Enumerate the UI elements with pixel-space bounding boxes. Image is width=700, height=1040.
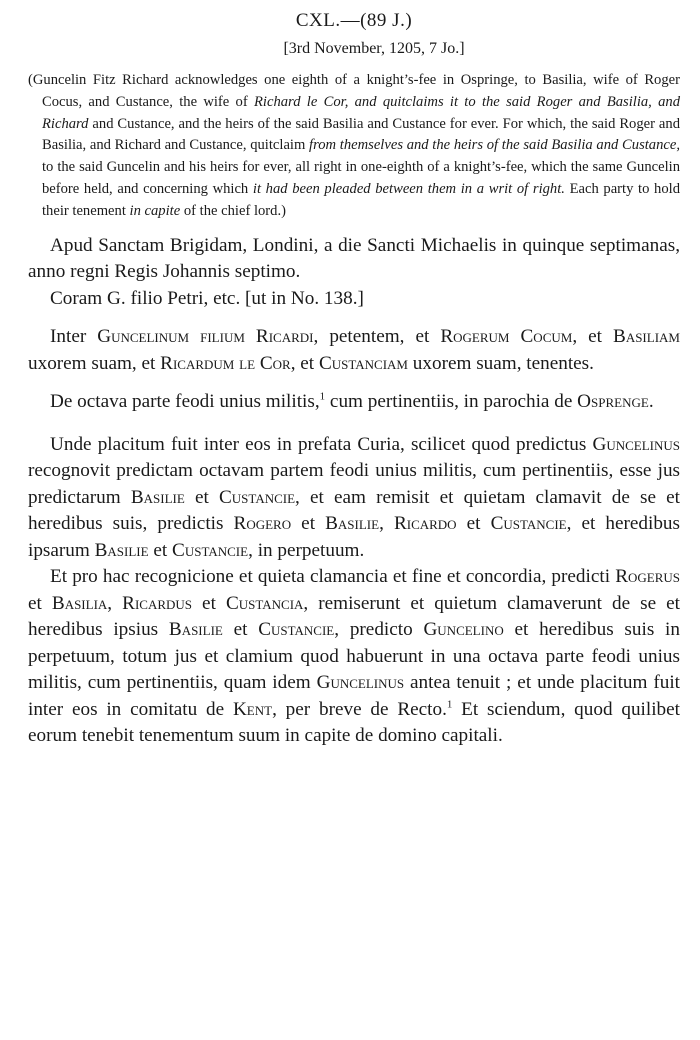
latin-text bbox=[28, 233, 680, 750]
inter-paragraph: Inter Guncelinum filium Ricardi, petentem, et Rogerum Cocum, et Basiliam uxorem suam, et Ricardum le Cor, et Custanciam uxorem suam, tenentes. bbox=[28, 326, 680, 374]
footnote-ref: 1 bbox=[319, 390, 326, 403]
etpro-paragraph: Et pro hac recognicione et quieta clamancia et fine et concordia, predicti Rogerus et Basilia, Ricardus et Custancia, remiserunt et quietum clamaverunt de se et heredibus ipsius Basilie et Custancie, predicto Guncelino et heredibus suis in perpetuum, totum jus et clamium quod habuerunt in una octava parte feodi unius militis, cum pertinentiis, quam idem Guncelinus antea tenuit ; et unde placitum fuit inter eos in comitatu de Kent, per breve de Recto.$^1$ Et sciendum, quod quilibet eorum tenebit tenementum suum in capite de domino capitali. bbox=[28, 566, 680, 747]
octava-paragraph: De octava parte feodi unius militis,$^1$ cum pertinentiis, in parochia de Osprenge. bbox=[50, 390, 654, 413]
english-abstract: (Guncelin Fitz Richard acknowledges one eighth of a knight’s-fee in Ospringe, to Basilia, wife of Roger Cocus, and Custance, the wife of Richard le Cor, and quitclaims it to the said Roger and Basilia, and Richard and Custance, and the heirs of the said Basilia and Custance for ever. For which, the said Roger and Basilia, and Richard and Custance, quitclaim from themselves and the heirs of the said Basilia and Custance, to the said Guncelin and his heirs for ever, all right in one-eighth of a knight’s-fee, which the same Guncelin before held, and concerning which it had been pleaded between them in a writ of right. Each party to hold their tenement in capite of the chief lord.) bbox=[28, 72, 681, 219]
document-page bbox=[28, 0, 680, 750]
entry-date: [3rd November, 1205, 7 Jo.] bbox=[283, 40, 465, 57]
unde-paragraph: Unde placitum fuit inter eos in prefata Curia, scilicet quod predictus Guncelinus recognovit predictam octavam partem feodi unius militis, cum pertinentiis, esse jus predictarum Basilie et Custancie, et eam remisit et quietam clamavit de se et heredibus suis, predictis Rogero et Basilie, Ricardo et Custancie, et heredibus ipsarum Basilie et Custancie, in perpetuum. bbox=[28, 433, 680, 561]
entry-heading: CXL.—(89 J.) bbox=[295, 10, 413, 31]
footnote-ref: 1 bbox=[446, 698, 453, 711]
coram-paragraph: Coram G. filio Petri, etc. [ut in No. 138.] bbox=[50, 287, 364, 309]
place-paragraph: Apud Sanctam Brigidam, Londini, a die Sancti Michaelis in quinque septimanas, anno regni Regis Johannis septimo. bbox=[28, 234, 680, 283]
